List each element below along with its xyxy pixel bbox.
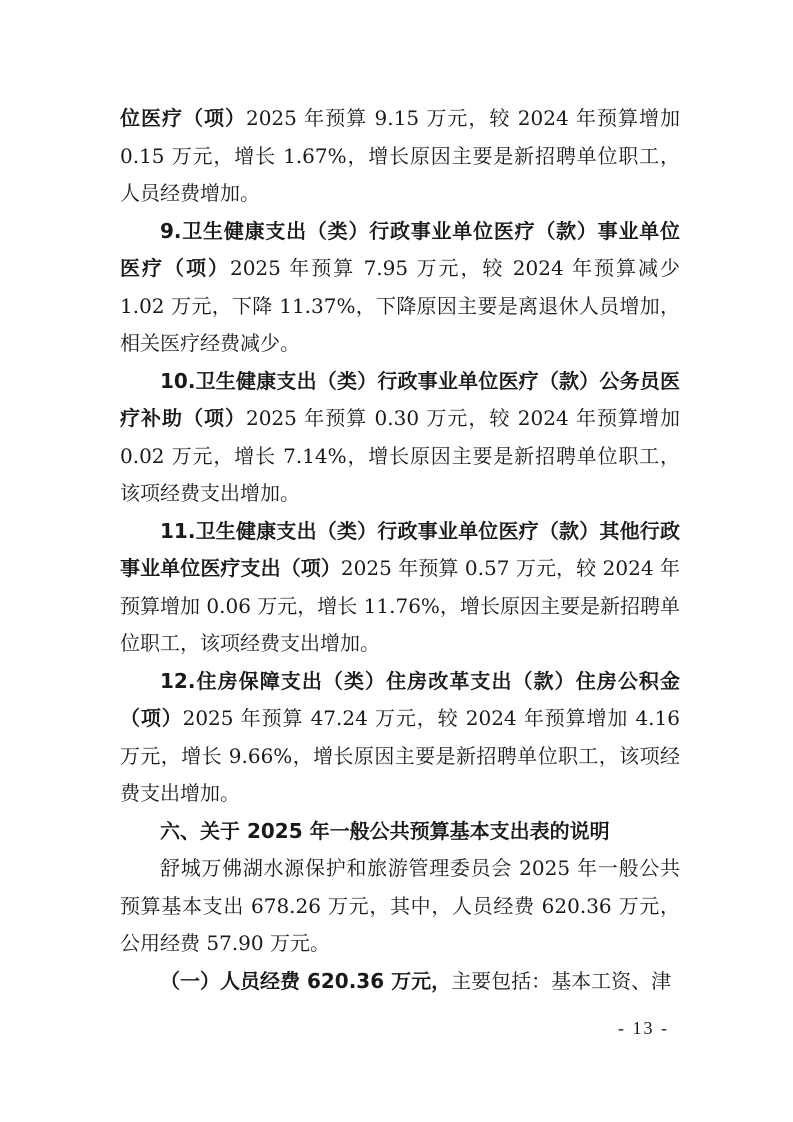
- document-page: [120, 100, 680, 1000]
- paragraph-text: 2025 年预算 7.95 万元，较 2024 年预算减少 1.02 万元，下降 11.37%，下降原因主要是离退休人员增加，相关医疗经费减少。: [120, 256, 681, 355]
- paragraph-text: 2025 年预算 47.24 万元，较 2024 年预算增加 4.16 万元，增长 9.66%，增长原因主要是新招聘单位职工，该项经费支出增加。: [120, 706, 680, 805]
- paragraph-text: 2025 年预算 9.15 万元，较 2024 年预算增加 0.15 万元，增长 1.67%，增长原因主要是新招聘单位职工，人员经费增加。: [120, 106, 680, 205]
- paragraph-bold-lead: 10.卫生健康支出（类）行政事业单位医疗（款）公务员医疗补助（项）: [120, 368, 680, 430]
- paragraph-text: 2025 年预算 0.57 万元，较 2024 年预算增加 0.06 万元，增长 11.76%，增长原因主要是新招聘单位职工，该项经费支出增加。: [120, 556, 680, 655]
- section-heading: 六、关于 2025 年一般公共预算基本支出表的说明: [160, 818, 610, 843]
- paragraph-bold-lead: 12.住房保障支出（类）住房改革支出（款）住房公积金（项）: [120, 668, 680, 730]
- paragraph-text: 2025 年预算 0.30 万元，较 2024 年预算增加 0.02 万元，增长 7.14%，增长原因主要是新招聘单位职工，该项经费支出增加。: [120, 406, 680, 505]
- paragraph-item-12: [120, 663, 680, 813]
- paragraph-bold-lead: 位医疗（项）: [120, 106, 246, 130]
- paragraph-bold-lead: 11.卫生健康支出（类）行政事业单位医疗（款）其他行政事业单位医疗支出（项）: [120, 518, 680, 580]
- paragraph-bold-lead: 9.卫生健康支出（类）行政事业单位医疗（款）事业单位医疗（项）: [120, 218, 680, 280]
- paragraph-item-10: [120, 363, 680, 513]
- paragraph-item-11: [120, 513, 680, 663]
- subsection-bold-lead: （一）人员经费 620.36 万元，: [160, 968, 452, 993]
- subsection-text: 主要包括：基本工资、津: [451, 968, 672, 993]
- paragraph-medical-item: [120, 100, 680, 213]
- paragraph-item-9: [120, 213, 680, 363]
- subsection-paragraph: [120, 963, 680, 1001]
- page-number: - 13 -: [618, 1018, 669, 1038]
- section-body: 舒城万佛湖水源保护和旅游管理委员会 2025 年一般公共预算基本支出 678.26 万元，其中，人员经费 620.36 万元，公用经费 57.90 万元。: [120, 856, 680, 955]
